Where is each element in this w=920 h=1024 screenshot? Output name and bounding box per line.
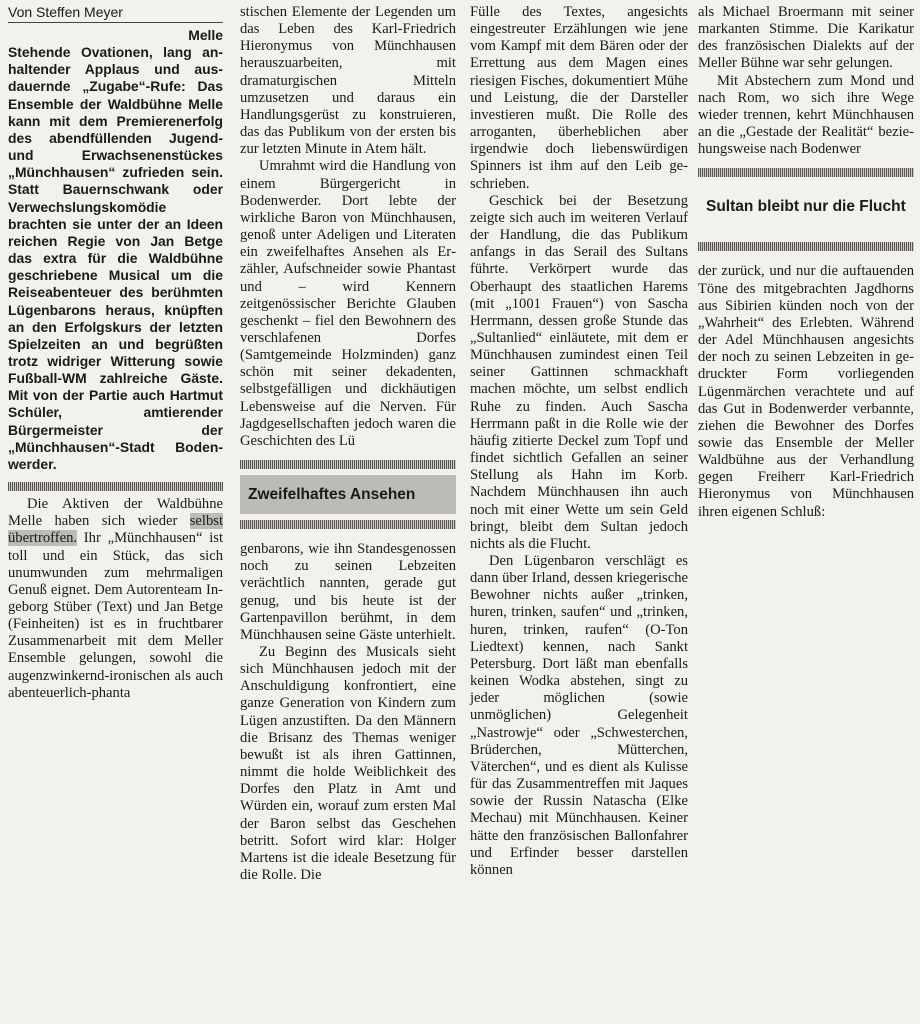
section-rule-top [698,168,914,177]
body-paragraph: Umrahmt wird die Handlung von einem Bürgergericht in Bodenwerder. Dort lebte der wirkliche Baron von Münchhausen, genoß unter Adeligen und Literaten ein zweifelhaftes Ansehen als Erzähler, Aufschneider sowie Phantast und – wird Kennern zeitgenössischer Berichte Glauben geschenkt – fiel den Bewohnern des verschlafenen Dorfes (Samtgemeinde Holzminden) ganz schön mit seiner dekadenten, selbstgefälligen und dickhäutigen Lebensweise auf die Nerven. Für Jagdgesellschaften jedoch waren die Geschichten des Lü [240,158,456,449]
body-paragraph: als Michael Broermann mit seiner markanten Stimme. Die Karikatur des französischen Dialekts auf der Meller Bühne war sehr gelungen. [698,4,914,72]
subheading: Sultan bleibt nur die Flucht [706,198,906,216]
section-rule-top [240,460,456,469]
body-paragraph: Den Lügenbaron verschlägt es dann über Irland, dessen kriegerische Bewohner nichts außer „trinken, huren, trinken, saufen“ und „trinken, huren, trinken, raufen“ (O-Ton Liedtext) kennen, nach Sankt Petersburg. Dort läßt man ebenfalls keinen Wodka abstehen, singt zu jeder möglichen (sowie unmöglichen) Gelegenheit „Nastrowje“ oder „Schwesterchen, Brüderchen, Mütterchen, Väterchen“, und es dient als Kulisse für das Zusammentreffen mit Jaques sowie der Russin Natascha (Elke Mechau) mit Münchhausen. Keiner hätte den französischen Ballonfahrer und Erfinder besser darstellen können [470,553,688,878]
body-text: Ihr „Münchhausen“ ist toll und ein Stück, das sich unumwunden zum mehrmaligen Genuß eignet. Dem Autorenteam Ingeborg Stüber (Text) und Jan Betge (Feinheiten) ist es in fruchtbarer Zusammenarbeit mit dem Meller Ensemble gelungen, sowohl die augenzwinkernd-ironischen als auch abenteuerlich-phanta [8,530,223,701]
body-paragraph [8,496,223,702]
body-paragraph: Geschick bei der Besetzung zeigte sich auch im weiteren Verlauf der Handlung, die das Publikum anfangs in das Serail des Sultans führte. Verkörpert wurde das Oberhaupt des staatlichen Harems (mit „1001 Frauen“) von Sascha Herrmann, dessen große Stunde das „Sultanlied“ einläutete, mit dem er Münchhausen zumindest einen Teil seiner Gattinnen schmackhaft machen möchte, um selbst endlich Ruhe zu finden. Auch Sascha Herrmann paßt in die Rolle wie der häufig zitierte Deckel zum Topf und findet sichtlich Gefallen an seiner Stellung als Hahn im Korb. Nachdem Münchhausen ihn auch noch mit einer Wette um sein Geld bringt, bleibt dem Sultan jedoch nichts als die Flucht. [470,192,688,552]
lead-paragraph [8,27,223,473]
body-text: Die Aktiven der Waldbühne Melle haben sich wieder [8,496,223,530]
highlighted-text: selbst übertroffen. [8,513,223,547]
column-2 [240,4,456,884]
column-4 [698,4,914,521]
column-rule [8,482,223,491]
body-paragraph: stischen Elemente der Legenden um das Leben des Karl-Friedrich Hieronymus von Münchhausen herauszuarbeiten, mit dramaturgischen Mitteln umzusetzen und daraus ein Handlungsgerüst zu konstruieren, das das Publikum von der ersten bis zur letzten Minute in Atem hält. [240,4,456,158]
body-paragraph: Mit Abstechern zum Mond und nach Rom, wo sich ihre Wege wieder trennen, kehrt Münchhausen an die „Gestade der Realität“ beziehungsweise nach Bodenwer [698,72,914,158]
body-paragraph: Zu Beginn des Musicals sieht sich Münchhausen jedoch mit der Anschuldigung konfrontiert, eine ganze Generation von Kindern zum Lügen anzustiften. Da den Männern die Brisanz des Themas weniger bewußt ist als ihren Gattinnen, nimmt die holde Weiblichkeit des Dorfes den Platz in Amt und Würden ein, worauf zum ersten Mal der Baron selbst das Geschehen betritt. Sofort wird klar: Holger Martens ist die ideale Besetzung für die Rolle. Die [240,644,456,884]
section-rule-bottom [240,520,456,529]
lead-text: Stehende Ovationen, lang anhaltender Applaus und ausdauernde „Zugabe“-Rufe: Das Ensemble der Waldbühne Melle kann mit dem Premierenerfolg des abendfüllenden Jugend- und Erwachsenenstückes „Münchhausen“ zufrieden sein. Statt Bauernschwank oder Verwechslungskomödie brachten sie unter der an Ideen reichen Regie von Jan Betge das extra für die Waldbühne geschriebene Musical um die Reiseabenteuer des berühmten Lügenbarons heraus, knüpften an den Erfolgskurs der letzten Spielzeiten an und begrüßten trotz widriger Witterung sowie Fußball-WM zahlreiche Gäste. Mit von der Partie auch Hartmut Schüler, amtierender Bürgermeister der „Münchhausen“-Stadt Bodenwerder. [8,44,223,472]
body-paragraph: genbarons, wie ihn Standesgenossen noch zu seinen Lebzeiten verächtlich nannten, gerade gut genug, und bis heute ist der Gartenpavillon berühmt, in dem Münchhausen seine Gäste unterhielt. [240,541,456,643]
byline: Von Steffen Meyer [8,4,223,23]
body-paragraph: Fülle des Textes, angesichts eingestreuter Erzählungen wie jene vom Kampf mit dem Bären oder der Errettung aus dem Magen eines riesigen Fisches, dokumentiert Mühe und Leistung, die der Darsteller investieren mußt. Die Rolle des arroganten, überheblichen aber irgendwie doch liebenswürdigen Spinners ist ihm auf den Leib geschrieben. [470,4,688,192]
section-rule-bottom [698,242,914,251]
column-1 [8,4,223,702]
subheading: Zweifelhaftes Ansehen [240,475,456,514]
dateline-place: Melle [188,27,223,43]
column-3 [470,4,688,879]
body-paragraph: der zurück, und nur die auftauenden Töne des mitgebrachten Jagdhorns aus Sibirien künden noch von der „Wahrheit“ des Erlebten. Während der Adel Münchhausen angesichts der noch zu seinen Lebzeiten in gedruckter Form vorliegenden Lügenmärchen verachtete und auf das Gut in Bodenwerder verbannte, ziehen die Bewohner des Dorfes sowie das Ensemble der Meller Waldbühne aus der Verhandlung gegen Freiherr Karl-Friedrich Hieronymus von Münchhausen ihren eigenen Schluß: [698,263,914,520]
